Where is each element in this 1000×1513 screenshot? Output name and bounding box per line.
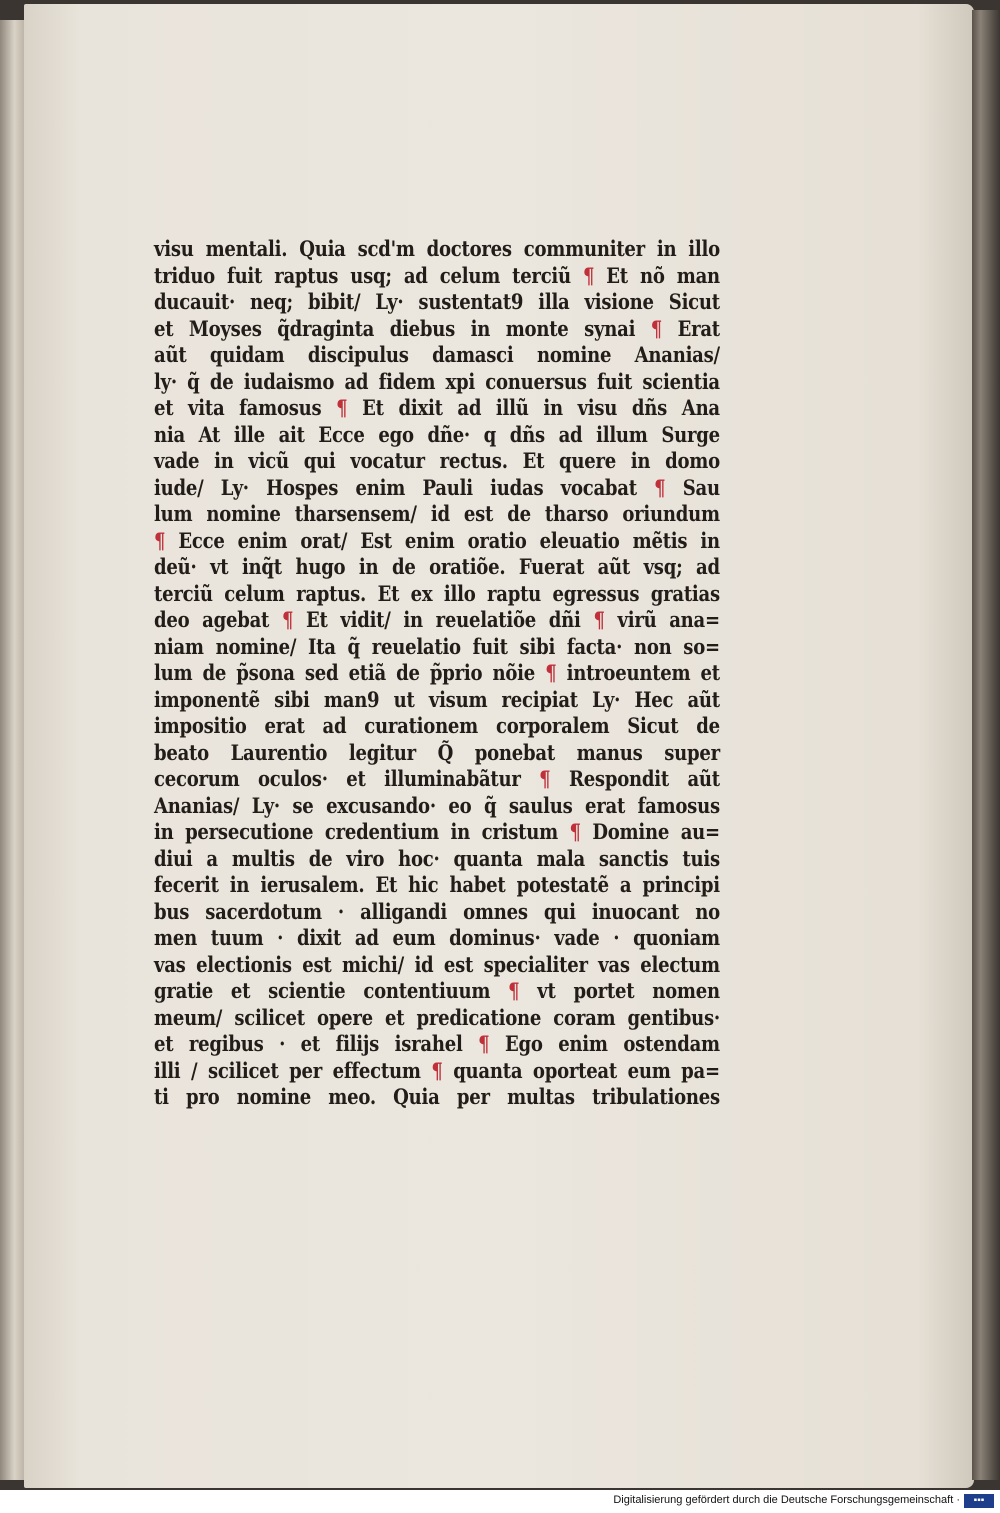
text-line: vade in vicũ qui vocatur rectus. Et quere in domo bbox=[154, 448, 720, 473]
page-edge-right bbox=[972, 10, 1000, 1480]
text-line: aũt quidam discipulus damasci nomine Ananias/ bbox=[154, 342, 720, 367]
text-line: meum/ scilicet opere et predicatione coram gentibus· bbox=[154, 1004, 720, 1030]
text-line: visu mentali. Quia scd'm doctores communiter in illo bbox=[154, 236, 720, 261]
text-line: ducauit· neq; bibit/ Ly· sustentat9 illa visione Sicut bbox=[154, 289, 720, 314]
funding-credit: Digitalisierung gefördert durch die Deutsche Forschungsgemeinschaft · bbox=[613, 1494, 960, 1506]
text-line: illi / scilicet per effectum ¶ quanta oporteat eum pa= bbox=[154, 1057, 720, 1083]
text-line: fecerit in ierusalem. Et hic habet potestatẽ a principi bbox=[154, 872, 720, 897]
text-line: diui a multis de viro hoc· quanta mala sanctis tuis bbox=[154, 845, 720, 871]
text-line: nia At ille ait Ecce ego dñe· q dñs ad illum Surge bbox=[154, 421, 720, 447]
text-line: et Moyses q̃draginta diebus in monte synai ¶ Erat bbox=[154, 315, 720, 341]
text-line: niam nomine/ Ita q̃ reuelatio fuit sibi facta· non so= bbox=[154, 633, 720, 659]
text-line: ti pro nomine meo. Quia per multas tribulationes bbox=[154, 1084, 720, 1109]
text-line: et vita famosus ¶ Et dixit ad illũ in visu dñs Ana bbox=[154, 395, 720, 420]
text-line: deo agebat ¶ Et vidit/ in reuelatiõe dñi ¶ virũ ana= bbox=[154, 607, 720, 632]
text-line: terciũ celum raptus. Et ex illo raptu egressus gratias bbox=[154, 580, 720, 606]
text-line: beato Laurentio legitur Q̃ ponebat manus super bbox=[154, 739, 720, 765]
text-line: iude/ Ly· Hospes enim Pauli iudas vocabat ¶ Sau bbox=[154, 474, 720, 500]
text-line: men tuum · dixit ad eum dominus· vade · quoniam bbox=[154, 925, 720, 950]
text-line: lum nomine tharsensem/ id est de tharso oriundum bbox=[154, 501, 720, 526]
text-line: bus sacerdotum · alligandi omnes qui inuocant no bbox=[154, 898, 720, 924]
text-line: et regibus · et filijs israhel ¶ Ego enim ostendam bbox=[154, 1031, 720, 1056]
text-line: vas electionis est michi/ id est specialiter vas electum bbox=[154, 951, 720, 977]
text-line: imponentẽ sibi man9 ut visum recipiat Ly· Hec aũt bbox=[154, 686, 720, 712]
footer-bar bbox=[0, 1490, 1000, 1513]
text-line: Ananias/ Ly· se excusando· eo q̃ saulus erat famosus bbox=[154, 792, 720, 818]
text-line: lum de p̃sona sed etiã de p̃prio nõie ¶ introeuntem et bbox=[154, 660, 720, 685]
text-line: in persecutione credentium in cristum ¶ Domine au= bbox=[154, 819, 720, 844]
text-line: gratie et scientie contentiuum ¶ vt portet nomen bbox=[154, 978, 720, 1003]
text-block bbox=[154, 236, 720, 1111]
facing-page-edge bbox=[0, 20, 24, 1480]
text-line: triduo fuit raptus usq; ad celum terciũ ¶ Et nõ man bbox=[154, 262, 720, 288]
text-line: ¶ Ecce enim orat/ Est enim oratio eleuatio mẽtis in bbox=[154, 527, 720, 553]
text-line: cecorum oculos· et illuminabãtur ¶ Respondit aũt bbox=[154, 766, 720, 791]
text-line: ly· q̃ de iudaismo ad fidem xpi conuersus fuit scientia bbox=[154, 368, 720, 394]
text-line: deũ· vt inq̃t hugo in de oratiõe. Fuerat aũt vsq; ad bbox=[154, 554, 720, 579]
dfg-logo: ▪▪▪ bbox=[964, 1494, 994, 1508]
text-line: impositio erat ad curationem corporalem Sicut de bbox=[154, 713, 720, 738]
